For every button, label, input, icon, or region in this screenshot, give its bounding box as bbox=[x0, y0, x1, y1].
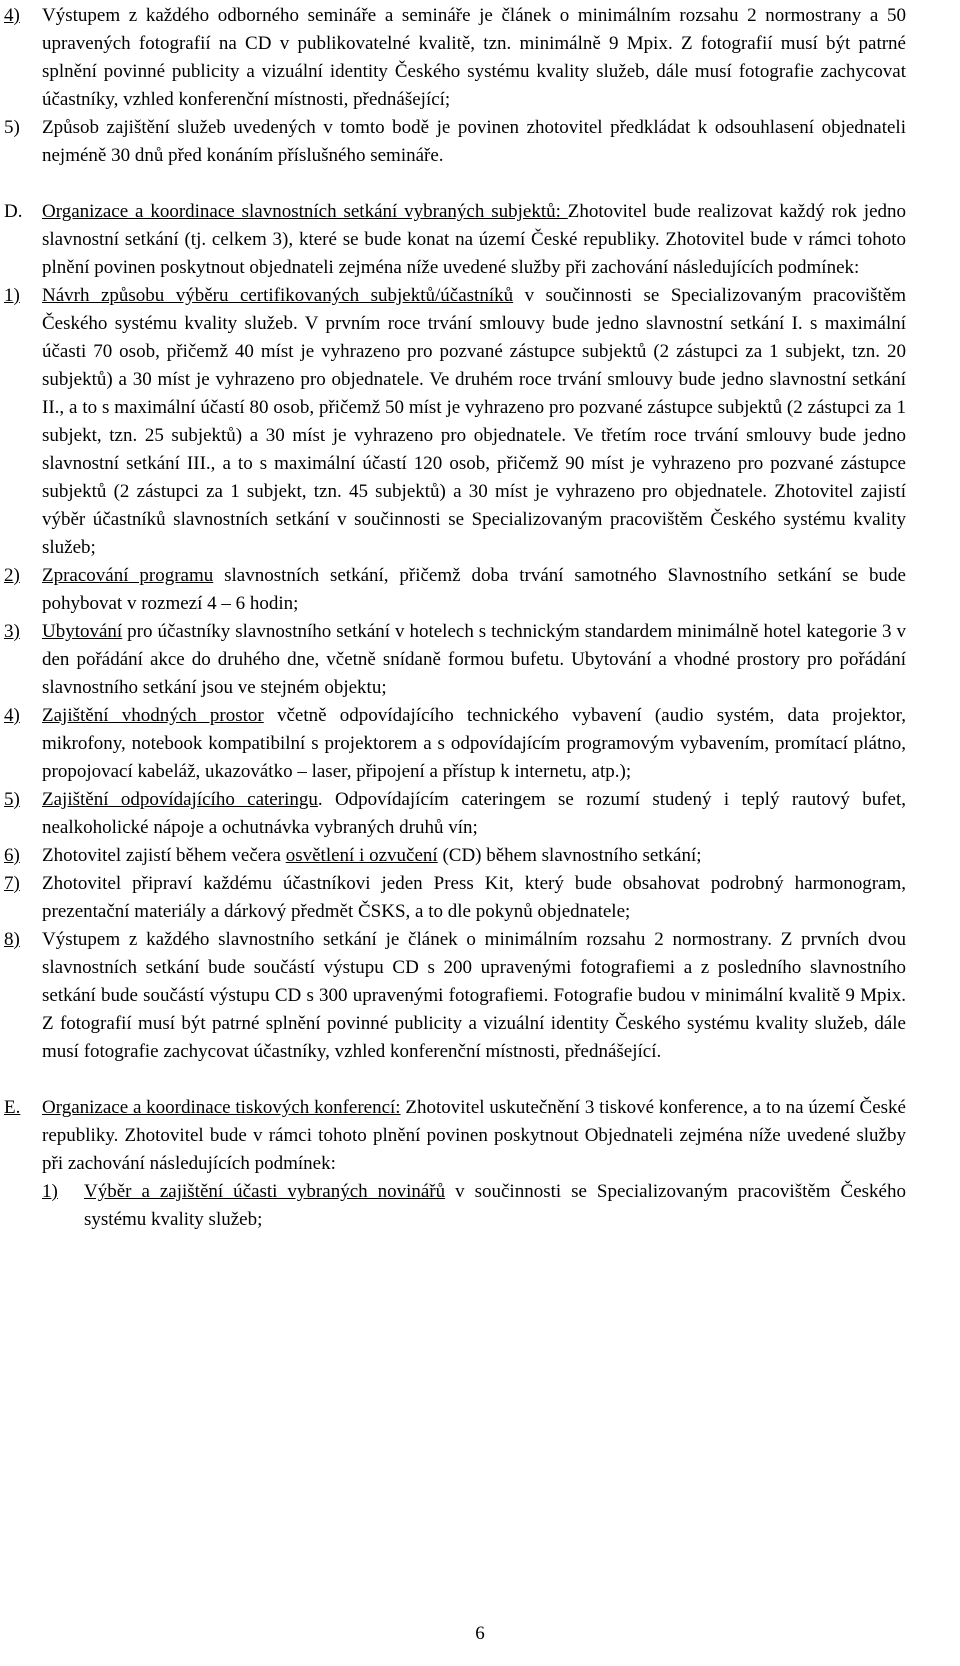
section-letter: E. bbox=[4, 1097, 21, 1118]
item-text: pro účastníky slavnostního setkání v hotelech s technickým standardem minimálně hotel kategorie 3 v den pořádání akce do druhého dne, včetně snídaně formou bufetu. Ubytování a vhodné prostory pro pořádání slavnostního setkání jsou ve stejném objektu; bbox=[42, 621, 906, 698]
item-text: Výstupem z každého odborného semináře a semináře je článek o minimálním rozsahu 2 normostrany a 50 upravených fotografií na CD v publikovatelné kvalitě, tzn. minimálně 9 Mpix. Z fotografií musí být patrné splnění povinné publicity a vizuální identity Českého systému kvality služeb, dále musí fotografie zachycovat účastníky, vzhled konferenční místnosti, přednášející; bbox=[42, 5, 906, 110]
list-item-d8 bbox=[0, 926, 960, 1066]
item-text: v součinnosti se Specializovaným pracovištěm Českého systému kvality služeb; bbox=[84, 1181, 906, 1230]
item-text: v součinnosti se Specializovaným pracovištěm Českého systému kvality služeb. V prvním roce trvání smlouvy bude jedno slavnostní setkání I. s maximální účasti 70 osob, přičemž 40 míst je vyhrazeno pro pozvané zástupce subjektů (2 zástupci za 1 subjekt, tzn. 20 subjektů) a 30 míst je vyhrazeno pro objednatele. Ve druhém roce trvání smlouvy bude jedno slavnostní setkání II., a to s maximální účastí 80 osob, přičemž 50 míst je vyhrazeno pro pozvané zástupce subjektů (2 zástupci za 1 subjekt, tzn. 25 subjektů) a 30 míst je vyhrazeno pro objednatele. Ve třetím roce trvání smlouvy bude jedno slavnostní setkání III., a to s maximální účastí 120 osob, přičemž 90 míst je vyhrazeno pro pozvané zástupce subjektů (2 zástupci za 1 subjekt, tzn. 45 subjektů) a 30 míst je vyhrazeno pro objednatele. Zhotovitel zajistí výběr účastníků slavnostních setkání v součinnosti se Specializovaným pracovištěm Českého systému kvality služeb; bbox=[42, 285, 906, 558]
item-text: Zhotovitel připraví každému účastníkovi jeden Press Kit, který bude obsahovat podrobný harmonogram, prezentační materiály a dárkový předmět ČSKS, a to dle pokynů objednatele; bbox=[42, 873, 906, 922]
section-e bbox=[0, 1094, 960, 1178]
item-lead: Návrh způsobu výběru certifikovaných subjektů/účastníků bbox=[42, 285, 514, 306]
list-item-c5 bbox=[0, 114, 960, 170]
item-lead: Ubytování bbox=[42, 621, 123, 642]
list-item-e1 bbox=[0, 1178, 960, 1234]
item-number: 5) bbox=[4, 117, 20, 138]
document-content bbox=[0, 2, 960, 1234]
list-item-d6 bbox=[0, 842, 960, 870]
item-lead: Výběr a zajištění účasti vybraných novinářů bbox=[84, 1181, 446, 1202]
section-title: Organizace a koordinace slavnostních setkání vybraných subjektů: bbox=[42, 201, 568, 222]
section-letter: D. bbox=[4, 201, 23, 222]
item-number: 1) bbox=[4, 285, 20, 306]
list-item-d5 bbox=[0, 786, 960, 842]
item-number: 2) bbox=[4, 565, 20, 586]
item-number: 1) bbox=[42, 1181, 58, 1202]
page-number: 6 bbox=[475, 1623, 485, 1644]
list-item-d7 bbox=[0, 870, 960, 926]
list-item-d2 bbox=[0, 562, 960, 618]
item-text: (CD) během slavnostního setkání; bbox=[437, 845, 702, 866]
item-number: 8) bbox=[4, 929, 20, 950]
item-lead: Zpracování programu bbox=[42, 565, 214, 586]
item-lead: Zajištění odpovídajícího cateringu bbox=[42, 789, 318, 810]
section-d bbox=[0, 198, 960, 282]
item-text: včetně odpovídajícího technického vybavení (audio systém, data projektor, mikrofony, notebook kompatibilní s projektorem a s odpovídajícím programovým vybavením, promítací plátno, propojovací kabeláž, ukazovátko – laser, připojení a přístup k internetu, atp.); bbox=[42, 705, 907, 782]
list-item-d4 bbox=[0, 702, 960, 786]
item-pre: Zhotovitel zajistí během večera bbox=[42, 845, 286, 866]
item-number: 4) bbox=[4, 705, 20, 726]
item-text: slavnostních setkání, přičemž doba trvání samotného Slavnostního setkání se bude pohybovat v rozmezí 4 – 6 hodin; bbox=[42, 565, 906, 614]
item-text: . Odpovídajícím cateringem se rozumí studený i teplý rautový bufet, nealkoholické nápoje a ochutnávka vybraných druhů vín; bbox=[42, 789, 906, 838]
section-title: Organizace a koordinace tiskových konferencí: bbox=[42, 1097, 401, 1118]
item-text: Výstupem z každého slavnostního setkání je článek o minimálním rozsahu 2 normostrany. Z prvních dvou slavnostních setkání bude součástí výstupu CD s 200 upravenými fotografiemi a z posledního slavnostního setkání bude součástí výstupu CD s 300 upravenými fotografiemi. Fotografie budou v minimální kvalitě 9 Mpix. Z fotografií musí být patrné splnění povinné publicity a vizuální identity Českého systému kvality služeb, dále musí fotografie zachycovat účastníky, vzhled konferenční místnosti, přednášející. bbox=[42, 929, 906, 1062]
item-text: Způsob zajištění služeb uvedených v tomto bodě je povinen zhotovitel předkládat k odsouhlasení objednateli nejméně 30 dnů před konáním příslušného semináře. bbox=[42, 117, 906, 166]
item-number: 5) bbox=[4, 789, 20, 810]
section-intro: Zhotovitel uskutečnění 3 tiskové konference, a to na území České republiky. Zhotovitel bude v rámci tohoto plnění povinen poskytnout Objednateli zejména níže uvedené služby při zachování následujících podmínek: bbox=[42, 1097, 906, 1174]
list-item-c4 bbox=[0, 2, 960, 114]
item-lead: Zajištění vhodných prostor bbox=[42, 705, 264, 726]
item-number: 7) bbox=[4, 873, 20, 894]
item-number: 6) bbox=[4, 845, 20, 866]
item-number: 4) bbox=[4, 5, 20, 26]
item-number: 3) bbox=[4, 621, 20, 642]
list-item-d1 bbox=[0, 282, 960, 562]
list-item-d3 bbox=[0, 618, 960, 702]
item-lead: osvětlení i ozvučení bbox=[285, 845, 438, 866]
section-intro: Zhotovitel bude realizovat každý rok jedno slavnostní setkání (tj. celkem 3), které se bude konat na území České republiky. Zhotovitel bude v rámci tohoto plnění povinen poskytnout objednateli zejména níže uvedené služby při zachování následujících podmínek: bbox=[42, 201, 907, 278]
